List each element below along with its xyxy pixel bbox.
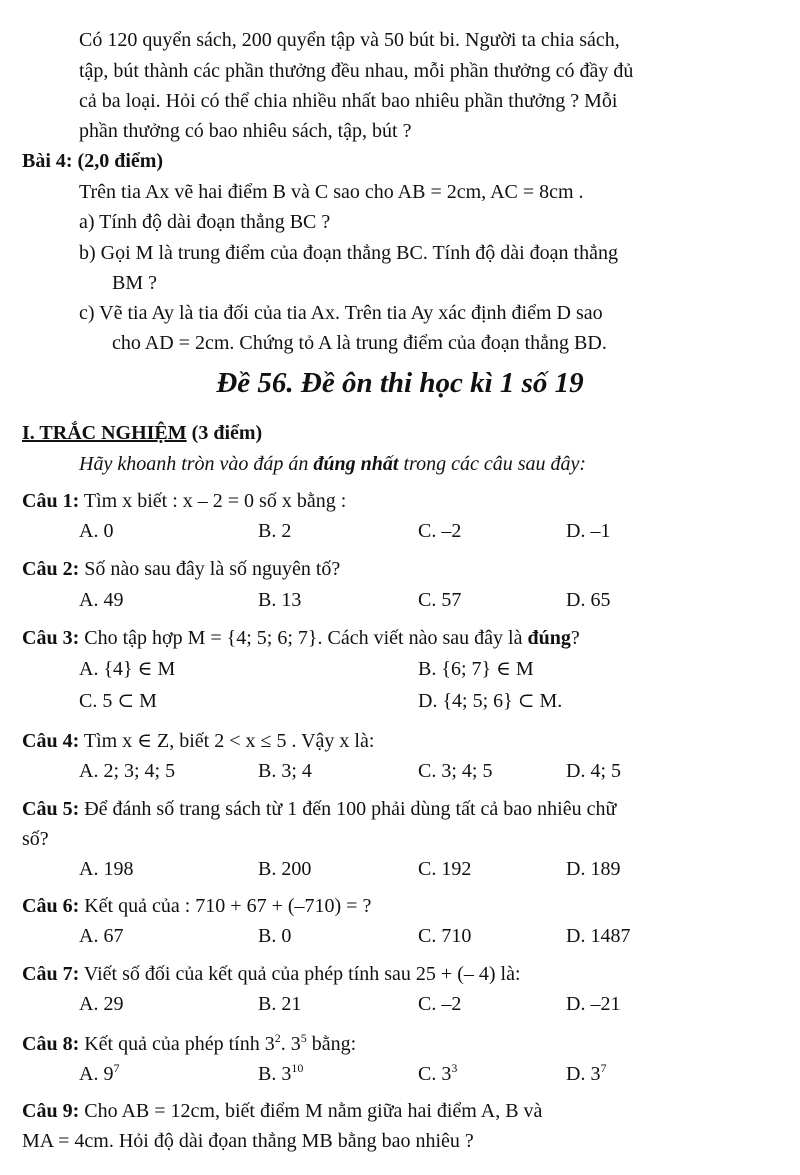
q7-option-d[interactable]: D. –21: [566, 993, 621, 1015]
q6-option-c[interactable]: C. 710: [418, 925, 472, 947]
exponent-2: 5: [300, 1031, 307, 1045]
option-exponent: 7: [113, 1061, 120, 1075]
question-text: Tìm x ∈ Z, biết 2 < x ≤ 5 . Vậy x là:: [79, 730, 375, 752]
q6-option-b[interactable]: B. 0: [258, 925, 292, 947]
instruction-text-c: trong các câu sau đây:: [398, 453, 587, 475]
q7-option-b[interactable]: B. 21: [258, 993, 302, 1015]
q8-option-b[interactable]: [258, 1061, 303, 1087]
q2-option-a[interactable]: A. 49: [79, 589, 124, 611]
q2-option-d[interactable]: D. 65: [566, 589, 611, 611]
question-text-a: Kết quả của phép tính 3: [79, 1033, 275, 1055]
bai4-part-c-cont: cho AD = 2cm. Chứng tỏ A là trung điểm của đoạn thẳng BD.: [112, 332, 607, 354]
intro-line-1: Có 120 quyển sách, 200 quyển tập và 50 bút bi. Người ta chia sách,: [79, 29, 620, 51]
question-emphasis: đúng: [527, 627, 571, 649]
q5-option-c[interactable]: C. 192: [418, 858, 472, 880]
question-text: Tìm x biết : x – 2 = 0 số x bằng :: [79, 490, 347, 512]
question-1: [22, 488, 346, 514]
question-label: Câu 7:: [22, 963, 80, 985]
q3-option-d[interactable]: D. {4; 5; 6} ⊂ M.: [418, 690, 563, 712]
q5-option-a[interactable]: A. 198: [79, 858, 134, 880]
question-text: Để đánh số trang sách từ 1 đến 100 phải dùng tất cả bao nhiêu chữ: [79, 798, 617, 820]
question-text-c: bằng:: [306, 1033, 357, 1055]
question-9: [22, 1098, 542, 1124]
question-text-end: ?: [570, 627, 580, 649]
option-base: D. 3: [566, 1063, 601, 1085]
intro-line-3: cả ba loại. Hỏi có thể chia nhiều nhất bao nhiêu phần thưởng ? Mỗi: [79, 90, 618, 112]
section-label: I. TRẮC NGHIỆM: [22, 422, 187, 444]
section-points: (3 điểm): [186, 422, 263, 444]
q3-option-b[interactable]: B. {6; 7} ∈ M: [418, 658, 534, 680]
question-3: [22, 625, 580, 651]
option-base: C. 3: [418, 1063, 452, 1085]
question-text: Số nào sau đây là số nguyên tố?: [79, 558, 341, 580]
q4-option-a[interactable]: A. 2; 3; 4; 5: [79, 760, 176, 782]
question-2: [22, 556, 340, 582]
instruction-emphasis: đúng nhất: [313, 453, 399, 475]
q1-option-a[interactable]: A. 0: [79, 520, 114, 542]
q8-option-a[interactable]: [79, 1061, 119, 1087]
section-heading: [22, 420, 262, 446]
exam-title: Đề 56. Đề ôn thi học kì 1 số 19: [216, 367, 584, 399]
q3-option-a[interactable]: A. {4} ∈ M: [79, 658, 176, 680]
option-exponent: 3: [451, 1061, 458, 1075]
question-text: Kết quả của : 710 + 67 + (–710) = ?: [79, 895, 372, 917]
instruction-text-a: Hãy khoanh tròn vào đáp án: [79, 453, 314, 475]
question-text: Viết số đối của kết quả của phép tính sau 25 + (– 4) là:: [79, 963, 521, 985]
q4-option-c[interactable]: C. 3; 4; 5: [418, 760, 493, 782]
bai4-part-a: a) Tính độ dài đoạn thẳng BC ?: [79, 211, 331, 233]
bai4-part-b: b) Gọi M là trung điểm của đoạn thẳng BC. Tính độ dài đoạn thẳng: [79, 242, 618, 264]
q2-option-c[interactable]: C. 57: [418, 589, 462, 611]
exponent-1: 2: [274, 1031, 281, 1045]
question-8: [22, 1031, 356, 1057]
question-label: Câu 9:: [22, 1100, 80, 1122]
q4-option-d[interactable]: D. 4; 5: [566, 760, 621, 782]
question-label: Câu 3:: [22, 627, 80, 649]
question-label: Câu 2:: [22, 558, 80, 580]
option-exponent: 10: [291, 1061, 304, 1075]
q1-option-b[interactable]: B. 2: [258, 520, 292, 542]
q7-option-a[interactable]: A. 29: [79, 993, 124, 1015]
question-label: Câu 6:: [22, 895, 80, 917]
q4-option-b[interactable]: B. 3; 4: [258, 760, 312, 782]
intro-line-2: tập, bút thành các phần thưởng đều nhau, mỗi phần thưởng có đầy đủ: [79, 60, 634, 82]
bai4-heading: Bài 4: (2,0 điểm): [22, 150, 164, 172]
q1-option-d[interactable]: D. –1: [566, 520, 611, 542]
question-4: [22, 728, 374, 754]
question-label: Câu 1:: [22, 490, 80, 512]
intro-line-4: phần thưởng có bao nhiêu sách, tập, bút ?: [79, 120, 412, 142]
q8-option-d[interactable]: [566, 1061, 606, 1087]
option-base: B. 3: [258, 1063, 292, 1085]
question-5-cont: số?: [22, 828, 49, 850]
q5-option-b[interactable]: B. 200: [258, 858, 312, 880]
q2-option-b[interactable]: B. 13: [258, 589, 302, 611]
question-label: Câu 5:: [22, 798, 80, 820]
q8-option-c[interactable]: [418, 1061, 457, 1087]
question-label: Câu 4:: [22, 730, 80, 752]
section-instruction: [79, 451, 586, 477]
q6-option-d[interactable]: D. 1487: [566, 925, 631, 947]
option-exponent: 7: [600, 1061, 607, 1075]
q5-option-d[interactable]: D. 189: [566, 858, 621, 880]
bai4-part-b-cont: BM ?: [112, 272, 157, 294]
question-text: Cho AB = 12cm, biết điểm M nằm giữa hai điểm A, B và: [79, 1100, 543, 1122]
bai4-stem: Trên tia Ax vẽ hai điểm B và C sao cho AB = 2cm, AC = 8cm .: [79, 181, 584, 203]
question-5: [22, 796, 616, 822]
question-text: Cho tập hợp M = {4; 5; 6; 7}. Cách viết nào sau đây là: [79, 627, 528, 649]
question-text-b: . 3: [280, 1033, 301, 1055]
q7-option-c[interactable]: C. –2: [418, 993, 462, 1015]
question-6: [22, 893, 371, 919]
q6-option-a[interactable]: A. 67: [79, 925, 124, 947]
question-7: [22, 961, 521, 987]
question-9-cont: MA = 4cm. Hỏi độ dài đọan thẳng MB bằng bao nhiêu ?: [22, 1130, 474, 1152]
q3-option-c[interactable]: C. 5 ⊂ M: [79, 690, 157, 712]
question-label: Câu 8:: [22, 1033, 80, 1055]
option-base: A. 9: [79, 1063, 114, 1085]
q1-option-c[interactable]: C. –2: [418, 520, 462, 542]
bai4-part-c: c) Vẽ tia Ay là tia đối của tia Ax. Trên tia Ay xác định điểm D sao: [79, 302, 603, 324]
